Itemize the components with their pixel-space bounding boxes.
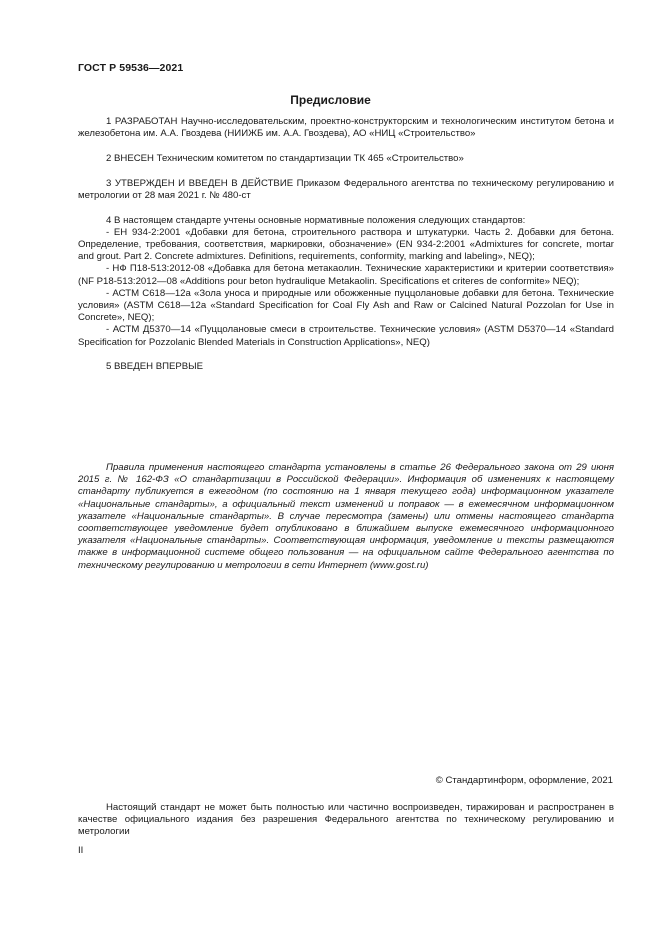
document-code: ГОСТ Р 59536—2021 (78, 62, 184, 74)
foreword-content (78, 116, 614, 373)
page-title: Предисловие (290, 93, 371, 107)
standard-reference-2: - НФ П18-513:2012-08 «Добавка для бетона метакаолин. Технические характеристики и критерии соответствия» (NF P18-513:2012—08 «Additions pour beton hydraulique Metakaolin. Specifications et criteres de conformite» NEQ); (78, 263, 614, 287)
foreword-item-3: 3 УТВЕРЖДЕН И ВВЕДЕН В ДЕЙСТВИЕ Приказом Федерального агентства по техническому регулированию и метрологии от 28 мая 2021 г. № 480-ст (78, 177, 614, 201)
reprint-restriction: Настоящий стандарт не может быть полностью или частично воспроизведен, тиражирован и распространен в качестве официального издания без разрешения Федерального агентства по техническому регулированию и метрологии (78, 802, 614, 838)
foreword-item-5: 5 ВВЕДЕН ВПЕРВЫЕ (106, 361, 204, 373)
foreword-item-2: 2 ВНЕСЕН Техническим комитетом по стандартизации ТК 465 «Строительство» (106, 152, 464, 164)
foreword-item-1: 1 РАЗРАБОТАН Научно-исследовательским, проектно-конструкторским и технологическим институтом бетона и железобетона им. А.А. Гвоздева (НИИЖБ им. А.А. Гвоздева), АО «НИЦ «Строительство» (78, 116, 614, 140)
standard-reference-1: - ЕН 934-2:2001 «Добавки для бетона, строительного раствора и штукатурки. Часть 2. Добавки для бетона. Определение, требования, соответствия, маркировки, обозначение» (EN 934-2:2001 «Admixtures for concrete, mortar and grout. Part 2. Concrete admixtures. Definitions, requirements, conformity, marking and labeling», NEQ); (78, 226, 614, 263)
standard-reference-3: - АСТМ С618—12а «Зола уноса и природные или обожженные пуццолановые добавки для бетона. Технические условия» (ASTM C618—12a «Standard Specification for Coal Fly Ash and Raw or Calcined Natural Pozzolan for Use in Concrete», NEQ); (78, 287, 614, 324)
page-number: II (78, 845, 84, 856)
foreword-item-4: 4 В настоящем стандарте учтены основные нормативные положения следующих стандартов: (106, 214, 526, 226)
copyright-line: © Стандартинформ, оформление, 2021 (435, 775, 613, 786)
standard-reference-4: - АСТМ Д5370—14 «Пуццолановые смеси в строительстве. Технические условия» (ASTM D5370—14 «Standard Specification for Pozzolanic Blended Materials in Construction Applications», NEQ) (78, 324, 614, 348)
usage-notice: Правила применения настоящего стандарта установлены в статье 26 Федерального закона от 29 июня 2015 г. № 162-ФЗ «О стандартизации в Российской Федерации». Информация об изменениях к настоящему стандарту публикуется в ежегодном (по состоянию на 1 января текущего года) информационном указателе «Национальные стандарты», а официальный текст изменений и поправок — в ежемесячном информационном указателе «Национальные стандарты». В случае пересмотра (замены) или отмены настоящего стандарта соответствующее уведомление будет опубликовано в ближайшем выпуске ежемесячного информационного указателя «Национальные стандарты». Соответствующая информация, уведомление и тексты размещаются также в информационной системе общего пользования — на официальном сайте Федерального агентства по техническому регулированию и метрологии в сети Интернет (www.gost.ru) (78, 462, 614, 571)
